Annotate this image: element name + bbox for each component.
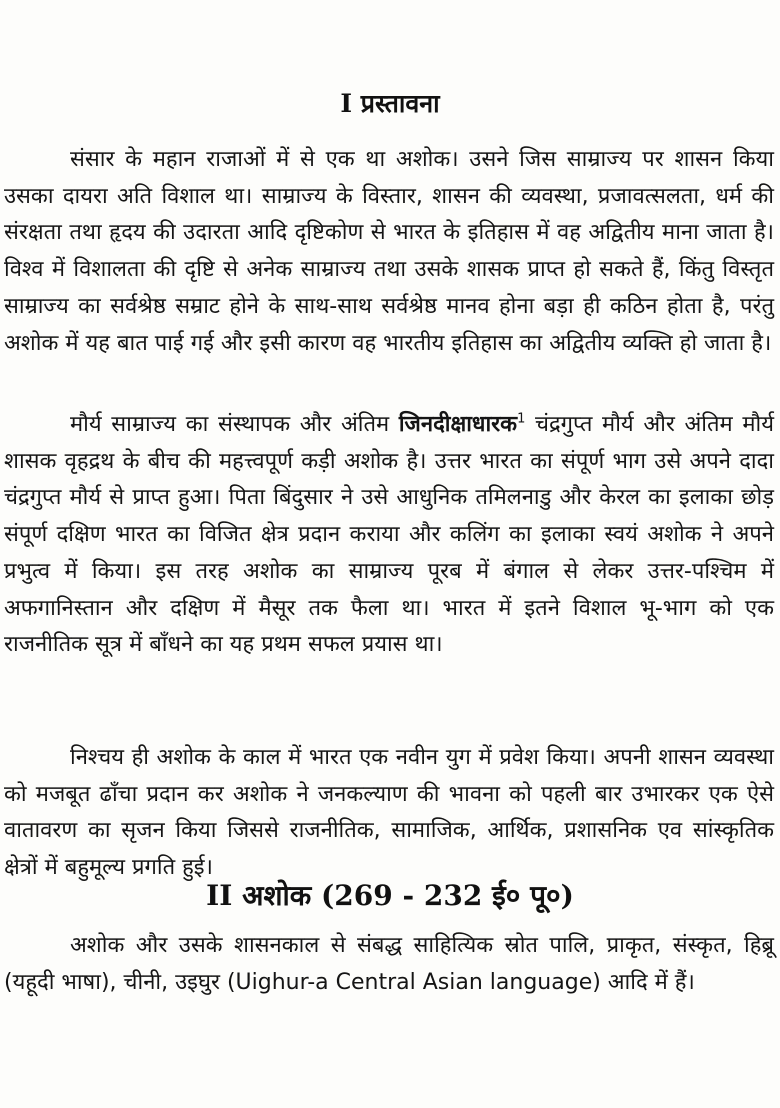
paragraph-4: अशोक और उसके शासनकाल से संबद्ध साहित्यिक स्रोत पालि, प्राकृत, संस्कृत, हिब्रू (यहूदी भाषा), चीनी, उइघुर (Uighur-a Central Asian language) आदि में हैं।	[4, 933, 774, 995]
section-heading-introduction: I प्रस्तावना	[340, 89, 440, 118]
paragraph-3: निश्चय ही अशोक के काल में भारत एक नवीन युग में प्रवेश किया। अपनी शासन व्यवस्था को मजबूत ढाँचा प्रदान कर अशोक ने जनकल्याण की भावना को पहली बार उभारकर एक ऐसे वातावरण का सृजन किया जिससे राजनीतिक, सामाजिक, आर्थिक, प्रशासनिक एव सांस्कृतिक क्षेत्रों में बहुमूल्य प्रगति हुई।	[4, 745, 774, 881]
paragraph-2-after: चंद्रगुप्त मौर्य और अंतिम मौर्य शासक वृहद्रथ के बीच की महत्त्वपूर्ण कड़ी अशोक है। उत्तर भारत का संपूर्ण भाग उसे अपने दादा चंद्रगुप्त मौर्य से प्राप्त हुआ। पिता बिंदुसार ने उसे आधुनिक तमिलनाडु और केरल का इलाका छोड़ संपूर्ण दक्षिण भारत का विजित क्षेत्र प्रदान कराया और कलिंग का इलाका स्वयं अशोक ने अपने प्रभुत्व में किया। इस तरह अशोक का साम्राज्य पूरब में बंगाल से लेकर उत्तर-पश्चिम में अफगानिस्तान और दक्षिण में मैसूर तक फैला था। भारत में इतने विशाल भू-भाग को एक राजनीतिक सूत्र में बाँधने का यह प्रथम सफल प्रयास था।	[4, 412, 774, 658]
paragraph-2-before: मौर्य साम्राज्य का संस्थापक और अंतिम	[70, 412, 390, 437]
paragraph-2	[4, 407, 774, 664]
section-heading-ashoka: II अशोक (269 - 232 ई० पू०)	[206, 879, 574, 912]
bold-term: जिनदीक्षाधारक	[398, 412, 518, 437]
paragraph-1: संसार के महान राजाओं में से एक था अशोक। उसने जिस साम्राज्य पर शासन किया उसका दायरा अति विशाल था। साम्राज्य के विस्तार, शासन की व्यवस्था, प्रजावत्सलता, धर्म की संरक्षता तथा हृदय की उदारता आदि दृष्टिकोण से भारत के इतिहास में वह अद्वितीय माना जाता है। विश्व में विशालता की दृष्टि से अनेक साम्राज्य तथा उसके शासक प्राप्त हो सकते हैं, किंतु विस्तृत साम्राज्य का सर्वश्रेष्ठ सम्राट होने के साथ-साथ सर्वश्रेष्ठ मानव होना बड़ा ही कठिन होता है, परंतु अशोक में यह बात पाई गई और इसी कारण वह भारतीय इतिहास का अद्वितीय व्यक्ति हो जाता है।	[4, 147, 774, 356]
footnote-marker: 1	[517, 411, 526, 427]
